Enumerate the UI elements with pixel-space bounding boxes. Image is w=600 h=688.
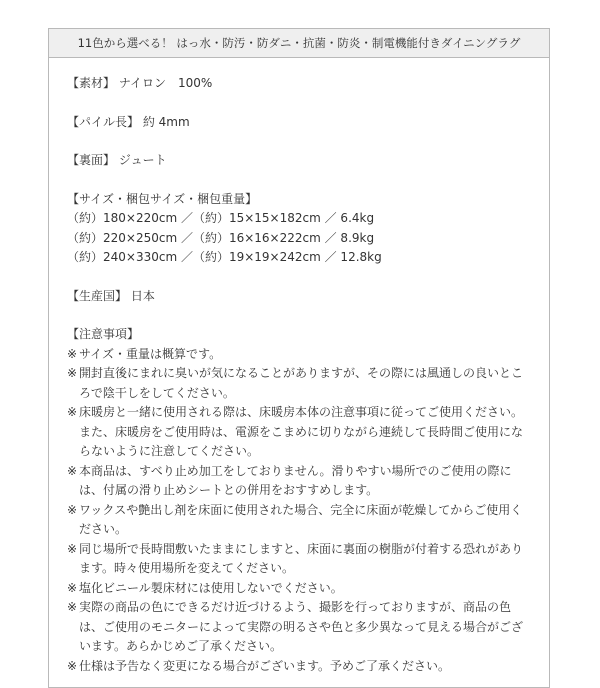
material-line: 【素材】 ナイロン 100% <box>67 76 213 90</box>
notes-section <box>67 325 549 676</box>
note-text: 床暖房と一緒に使用される際は、床暖房本体の注意事項に従ってご使用ください。また、床暖房をご使用時は、電源をこまめに切りながら連続して長時間ご使用にならないように注意してください。 <box>79 405 524 458</box>
note-item <box>67 657 549 677</box>
note-mark: ※ <box>67 502 78 517</box>
origin-line: 【生産国】 日本 <box>67 288 155 303</box>
note-item <box>67 540 549 579</box>
size-section <box>67 190 549 268</box>
panel-title: 11色から選べる！ はっ水・防汚・防ダニ・抗菌・防炎・制電機能付きダイニングラグ <box>49 29 549 58</box>
note-mark: ※ <box>67 541 78 556</box>
size-row: （約）240×330cm ／（約）19×19×242cm ／ 12.8kg <box>67 250 382 264</box>
note-item <box>67 364 549 403</box>
note-mark: ※ <box>67 366 78 380</box>
spec-panel <box>48 28 550 688</box>
pile-length-line: 【パイル長】 約 4mm <box>67 114 190 129</box>
backing-line: 【裏面】 ジュート <box>67 153 167 167</box>
note-mark: ※ <box>67 658 78 673</box>
spec-content <box>49 58 549 676</box>
size-row: （約）220×250cm ／（約）16×16×222cm ／ 8.9kg <box>67 230 375 245</box>
note-item <box>67 579 549 599</box>
note-item <box>67 598 549 657</box>
note-text: 仕様は予告なく変更になる場合がございます。予めご了承ください。 <box>79 658 451 673</box>
notes-heading: 【注意事項】 <box>67 327 140 341</box>
note-mark: ※ <box>67 580 78 595</box>
note-item <box>67 403 549 462</box>
note-text: 塩化ビニール製床材には使用しないでください。 <box>79 580 343 595</box>
note-mark: ※ <box>67 346 78 361</box>
note-text: ワックスや艶出し剤を床面に使用された場合、完全に床面が乾燥してからご使用ください。 <box>79 502 523 536</box>
size-heading: 【サイズ・梱包サイズ・梱包重量】 <box>67 191 258 206</box>
note-mark: ※ <box>67 600 78 614</box>
note-mark: ※ <box>67 463 78 478</box>
note-mark: ※ <box>67 405 78 419</box>
size-row: （約）180×220cm ／（約）15×15×182cm ／ 6.4kg <box>67 211 375 225</box>
note-item <box>67 345 549 365</box>
note-item <box>67 462 549 501</box>
note-text: 同じ場所で長時間敷いたままにしますと、床面に裏面の樹脂が付着する恐れがあります。時々使用場所を変えてください。 <box>79 541 524 575</box>
note-item <box>67 501 549 540</box>
note-text: 本商品は、すべり止め加工をしておりません。滑りやすい場所でのご使用の際には、付属の滑り止めシートとの併用をおすすめします。 <box>79 463 512 497</box>
note-text: 実際の商品の色にできるだけ近づけるよう、撮影を行っておりますが、商品の色は、ご使用のモニターによって実際の明るさや色と多少異なって見える場合がございます。あらかじめご了承ください。 <box>79 600 524 653</box>
note-text: 開封直後にまれに臭いが気になることがありますが、その際には風通しの良いところで陰干しをしてください。 <box>79 366 524 400</box>
note-text: サイズ・重量は概算です。 <box>79 346 222 361</box>
